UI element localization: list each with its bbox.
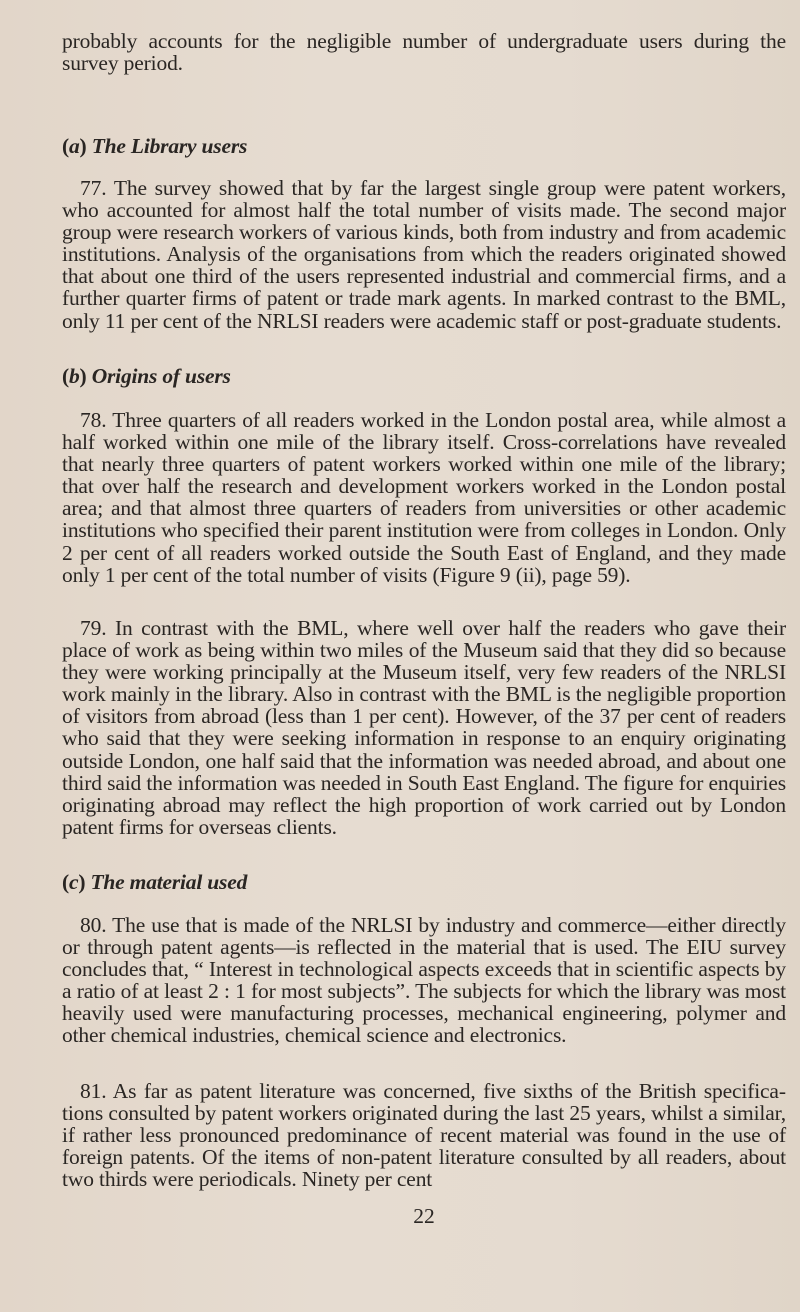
section-label: c xyxy=(68,870,79,894)
paragraph-number: 80. xyxy=(80,913,107,937)
paragraph-80 xyxy=(62,914,786,1047)
section-title: The Library users xyxy=(91,134,248,158)
paragraph-81 xyxy=(62,1080,786,1190)
paragraph-text: As far as patent literature was concerned, five sixths of the British specifications consulted by patent workers originated during the last 25 years, whilst a similar, if rather less pronounced predominance of recent material was found in the use of foreign patents. Of the items of non-patent literature consulted by all readers, about two thirds were periodicals. Ninety per cent xyxy=(62,1079,786,1192)
page-number: 22 xyxy=(413,1204,435,1228)
paragraph-77 xyxy=(62,177,786,332)
paragraph-number: 78. xyxy=(80,408,107,432)
paragraph-78 xyxy=(62,409,786,586)
paragraph-text: The survey showed that by far the largest single group were patent workers, who accounted for almost half the total number of visits made. The second major group were research workers of various kinds, both from industry and from academic institutions. Analysis of the organisations from which the readers originated showed that about one third of the users represented industrial and commercial firms, and a further quarter firms of patent or trade mark agents. In marked contrast to the BML, only 11 per cent of the NRLSI readers were academic staff or post-graduate students. xyxy=(62,176,786,333)
paragraph-text: Three quarters of all readers worked in the London postal area, while almost a half worked within one mile of the library itself. Cross-correlations have revealed that nearly three quarters of patent workers worked within one mile of the library; that over half the research and development workers worked in the London postal area; and that almost three quarters of readers from universities or other academic institutions who specified their parent institution were from colleges in London. Only 2 per cent of all readers worked outside the South East of England, and they made only 1 per cent of the total number of visits (Figure 9 (ii), page 59). xyxy=(62,408,786,587)
paragraph-number: 77. xyxy=(80,176,107,200)
paragraph-text: The use that is made of the NRLSI by industry and commerce—either directly or through patent agents—is reflected in the material that is used. The EIU survey concludes that, “ Interest in technological aspects exceeds that in scientific aspects by a ratio of at least 2 : 1 for most subjects”. The subjects for which the library was most heavily used were manufacturing processes, mechanical engineering, polymer and other chemical industries, chemical science and electronics. xyxy=(62,913,786,1048)
section-label: b xyxy=(68,364,80,388)
paragraph-number: 81. xyxy=(80,1079,107,1103)
section-heading-origins-of-users: (b) Origins of users xyxy=(62,364,231,388)
paragraph-79 xyxy=(62,617,786,838)
section-title: Origins of users xyxy=(91,364,231,388)
paragraph-number: 79. xyxy=(80,616,107,640)
section-heading-library-users: (a) The Library users xyxy=(62,134,248,158)
section-label: a xyxy=(68,134,80,158)
section-heading-material-used: (c) The material used xyxy=(62,870,248,894)
section-title: The material used xyxy=(90,870,248,894)
paragraph-text: In contrast with the BML, where well over half the readers who gave their place of work as being within two miles of the Museum said that they did so because they were working principally at the Museum itself, very few readers of the NRLSI work mainly in the library. Also in contrast with the BML is the negligible proportion of visitors from abroad (less than 1 per cent). However, of the 37 per cent of readers who said that they were seeking information in response to an enquiry originating outside London, one half said that the information was needed abroad, and about one third said the information was needed in South East England. The figure for enquiries originating abroad may reflect the high proportion of work carried out by London patent firms for overseas clients. xyxy=(62,616,786,839)
intro-paragraph: probably accounts for the negligible number of undergraduate users during the survey period. xyxy=(62,29,786,76)
